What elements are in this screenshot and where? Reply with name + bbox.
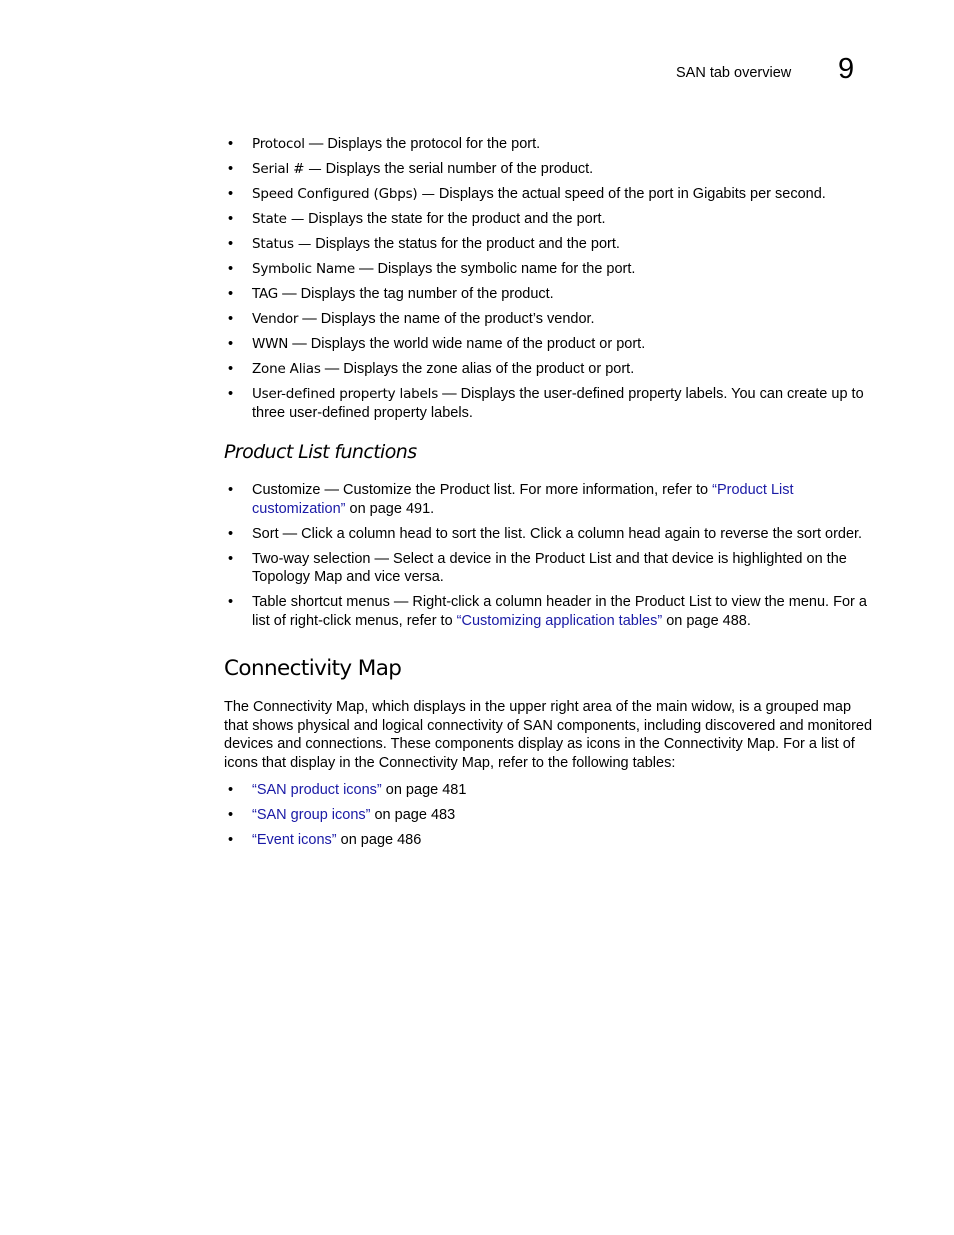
list-item (224, 781, 874, 800)
property-desc: Displays the actual speed of the port in Gigabits per second. (434, 186, 826, 202)
property-term: WWN (252, 336, 289, 352)
list-item (224, 235, 874, 254)
property-desc: — Displays the user-defined property labels. You can create up to three user-defined property labels. (252, 386, 864, 421)
property-desc: — Displays the symbolic name for the port. (354, 261, 636, 277)
function-text: Two-way selection — Select a device in the Product List and that device is highlighted on the Topology Map and vice versa. (252, 550, 847, 585)
property-term: TAG (252, 286, 279, 302)
property-term: Protocol (252, 136, 305, 152)
bullet-icon: • (228, 386, 234, 402)
cross-reference-link[interactable]: “Customizing application tables” (456, 612, 663, 629)
section-paragraph: The Connectivity Map, which displays in the upper right area of the main widow, is a grouped map that shows physical and logical connectivity of SAN components, including discovered and monitored devices and connections. These components display as icons in the Connectivity Map. For a list of icons that display in the Connectivity Map, refer to the following tables: (224, 699, 873, 771)
reference-page: on page 481 (381, 782, 467, 798)
function-after: on page 488. (662, 612, 751, 629)
list-item (224, 335, 874, 354)
list-item (224, 593, 874, 630)
bullet-icon: • (228, 211, 234, 227)
property-desc: Displays the serial number of the product. (321, 161, 594, 177)
bullet-icon: • (228, 261, 234, 277)
function-text: Sort — Click a column head to sort the list. Click a column head again to reverse the sort order. (252, 525, 863, 542)
list-item (224, 481, 874, 518)
list-item (224, 385, 874, 422)
function-after: on page 491. (345, 500, 435, 517)
property-desc: Displays the status for the product and the port. (311, 236, 620, 252)
section-heading: Connectivity Map (224, 656, 402, 681)
bullet-icon: • (228, 161, 234, 177)
list-item (224, 160, 874, 179)
functions-list (224, 481, 874, 637)
list-item (224, 310, 874, 329)
property-desc: — Displays the tag number of the product. (278, 286, 554, 302)
reference-page: on page 483 (370, 807, 456, 823)
section-subheading: Product List functions (224, 441, 417, 463)
list-item (224, 135, 874, 154)
property-term: State — (252, 211, 305, 227)
property-term: Serial # — (252, 161, 322, 177)
cross-reference-link[interactable]: “Event icons” (252, 832, 337, 848)
cross-reference-link[interactable]: “SAN product icons” (252, 782, 382, 798)
bullet-icon: • (228, 136, 234, 152)
property-desc: Displays the state for the product and the port. (304, 211, 606, 227)
icon-table-references (224, 781, 874, 856)
property-desc: — Displays the zone alias of the product or port. (320, 361, 635, 377)
bullet-icon: • (228, 311, 234, 327)
bullet-icon: • (228, 594, 234, 610)
reference-page: on page 486 (336, 832, 422, 848)
property-term: User-defined property labels (252, 386, 439, 402)
bullet-icon: • (228, 807, 234, 823)
bullet-icon: • (228, 236, 234, 252)
property-term: Symbolic Name (252, 261, 355, 277)
cross-reference-link[interactable]: “SAN group icons” (252, 807, 371, 823)
bullet-icon: • (228, 336, 234, 352)
list-item (224, 285, 874, 304)
property-term: Status — (252, 236, 312, 252)
bullet-icon: • (228, 525, 234, 542)
property-term: Zone Alias (252, 361, 321, 377)
bullet-icon: • (228, 550, 234, 567)
list-item (224, 185, 874, 204)
cross-reference-link[interactable]: “Product List customization” (252, 482, 794, 517)
property-desc: — Displays the name of the product’s vendor. (298, 311, 595, 327)
bullet-icon: • (228, 186, 234, 202)
bullet-icon: • (228, 832, 234, 848)
list-item (224, 260, 874, 279)
list-item (224, 831, 874, 850)
list-item (224, 550, 874, 587)
property-desc: — Displays the protocol for the port. (304, 136, 541, 152)
list-item (224, 360, 874, 379)
running-header: SAN tab overview (676, 65, 792, 81)
property-term: Speed Configured (Gbps) — (252, 186, 435, 202)
property-desc: — Displays the world wide name of the product or port. (288, 336, 646, 352)
list-item (224, 210, 874, 229)
function-text: Table shortcut menus — Right-click a column header in the Product List to view the menu. For a list of right-click menus, refer to (252, 594, 867, 629)
bullet-icon: • (228, 286, 234, 302)
property-term: Vendor (252, 311, 299, 327)
list-item (224, 806, 874, 825)
bullet-icon: • (228, 482, 234, 498)
property-list (224, 135, 874, 429)
bullet-icon: • (228, 782, 234, 798)
function-text: Customize — Customize the Product list. For more information, refer to (252, 482, 713, 498)
bullet-icon: • (228, 361, 234, 377)
chapter-number: 9 (838, 53, 855, 85)
list-item (224, 525, 874, 544)
